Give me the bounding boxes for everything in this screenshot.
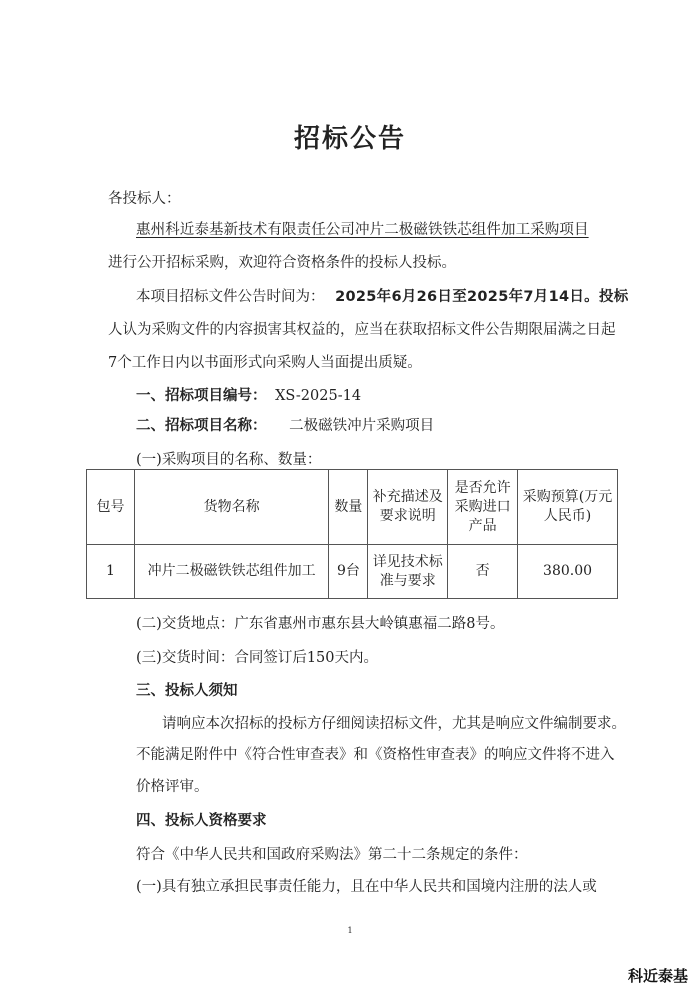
subsection-1: (一)采购项目的名称、数量： bbox=[136, 452, 322, 468]
table-cell: 冲片二极磁铁铁芯组件加工 bbox=[134, 545, 329, 599]
section-3-heading: 三、投标人须知 bbox=[136, 683, 238, 699]
items-table bbox=[86, 469, 618, 599]
notice-line1-a: 本项目招标文件公告时间为： bbox=[136, 289, 325, 305]
table-header-row bbox=[87, 470, 618, 545]
intro-company: 惠州科近泰基新技术有限责任公司冲片二极磁铁铁芯组件加工采购项目 bbox=[136, 222, 589, 238]
section-1-value: XS-2025-14 bbox=[275, 388, 362, 404]
table-header-cell: 采购预算(万元人民币) bbox=[518, 470, 618, 545]
table-header-cell: 包号 bbox=[87, 470, 135, 545]
section-1 bbox=[136, 386, 361, 406]
table-cell: 否 bbox=[448, 545, 518, 599]
table-header-cell: 货物名称 bbox=[134, 470, 329, 545]
page-number: 1 bbox=[347, 926, 353, 935]
section-2 bbox=[136, 416, 434, 436]
section-3-para-1: 请响应本次招标的投标方仔细阅读招标文件，尤其是响应文件编制要求。 bbox=[162, 716, 626, 732]
section-4-para-2: (一)具有独立承担民事责任能力，且在中华人民共和国境内注册的法人或 bbox=[136, 879, 597, 895]
notice-line1-b: 2025年6月26日至2025年7月14日。投标 bbox=[335, 289, 629, 305]
section-4-heading: 四、投标人资格要求 bbox=[136, 813, 267, 829]
notice-line2: 人认为采购文件的内容损害其权益的，应当在获取招标文件公告期限届满之日起 bbox=[108, 322, 616, 338]
intro-rest: 进行公开招标采购，欢迎符合资格条件的投标人投标。 bbox=[108, 255, 456, 271]
subsection-2: (二)交货地点：广东省惠州市惠东县大岭镇惠福二路8号。 bbox=[136, 616, 505, 632]
section-3-para-3: 价格评审。 bbox=[136, 779, 209, 795]
section-2-label: 二、招标项目名称： bbox=[136, 418, 267, 434]
table-cell: 9台 bbox=[329, 545, 368, 599]
page-title: 招标公告 bbox=[293, 124, 406, 154]
notice-line3: 7个工作日内以书面形式向采购人当面提出质疑。 bbox=[108, 355, 422, 371]
table-cell: 380.00 bbox=[518, 545, 618, 599]
table-header-cell: 是否允许采购进口产品 bbox=[448, 470, 518, 545]
table-cell: 详见技术标准与要求 bbox=[368, 545, 448, 599]
section-4-para-1: 符合《中华人民共和国政府采购法》第二十二条规定的条件： bbox=[136, 847, 528, 863]
table-row bbox=[87, 545, 618, 599]
section-1-label: 一、招标项目编号： bbox=[136, 388, 267, 404]
table-header-cell: 补充描述及要求说明 bbox=[368, 470, 448, 545]
section-2-value: 二极磁铁冲片采购项目 bbox=[289, 418, 435, 434]
notice-line1 bbox=[136, 287, 629, 307]
watermark-logo: 科近泰基 bbox=[627, 967, 688, 985]
salutation: 各投标人： bbox=[108, 191, 181, 207]
section-3-para-2: 不能满足附件中《符合性审查表》和《资格性审查表》的响应文件将不进入 bbox=[136, 747, 615, 763]
table-header-cell: 数量 bbox=[329, 470, 368, 545]
subsection-3: (三)交货时间：合同签订后150天内。 bbox=[136, 650, 378, 666]
table-cell: 1 bbox=[87, 545, 135, 599]
